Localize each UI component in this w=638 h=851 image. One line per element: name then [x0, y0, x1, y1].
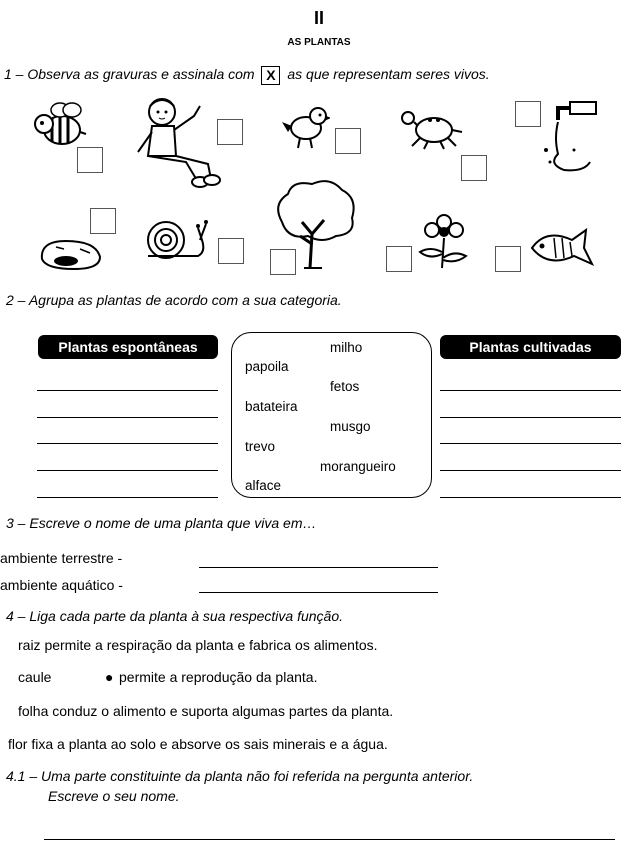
checkbox-stone[interactable]	[90, 208, 116, 234]
checkbox-faucet[interactable]	[515, 101, 541, 127]
faucet-drawing	[540, 98, 600, 178]
answer-line-right-5[interactable]	[440, 497, 621, 498]
checkbox-bird[interactable]	[335, 128, 361, 154]
matching-row-reproducao: permite a reprodução da planta.	[119, 669, 318, 685]
word-item: fetos	[330, 379, 360, 394]
matching-row-caule: caule	[18, 669, 52, 685]
checkbox-snail[interactable]	[218, 238, 244, 264]
boy-drawing	[132, 92, 222, 190]
aquatic-answer-line[interactable]	[199, 592, 438, 593]
answer-line-left-1[interactable]	[37, 390, 218, 391]
answer-line-right-2[interactable]	[440, 417, 621, 418]
checkbox-tree[interactable]	[270, 249, 296, 275]
word-item: milho	[330, 340, 363, 355]
fish-drawing	[526, 224, 598, 270]
checkbox-flower[interactable]	[386, 246, 412, 272]
checkbox-bee[interactable]	[77, 147, 103, 173]
answer-line-left-2[interactable]	[37, 417, 218, 418]
x-mark-box: X	[261, 66, 280, 85]
answer-line-right-3[interactable]	[440, 443, 621, 444]
terrestrial-label: ambiente terrestre -	[0, 550, 123, 566]
stone-drawing	[36, 235, 106, 273]
bullet-dot[interactable]: ●	[105, 669, 114, 685]
label-spontaneous-plants: Plantas espontâneas	[38, 335, 218, 359]
question-4-1-line-1: 4.1 – Uma parte constituinte da planta não foi referida na pergunta anterior.	[6, 768, 474, 784]
question-4-text: 4 – Liga cada parte da planta à sua respectiva função.	[6, 608, 344, 624]
bird-drawing	[280, 100, 330, 152]
word-item: batateira	[245, 399, 298, 414]
crab-drawing	[400, 104, 464, 150]
checkbox-crab[interactable]	[461, 155, 487, 181]
question-1	[4, 66, 490, 85]
answer-line-right-1[interactable]	[440, 390, 621, 391]
checkbox-boy[interactable]	[217, 119, 243, 145]
question-2-text: 2 – Agrupa as plantas de acordo com a sua categoria.	[6, 292, 342, 308]
word-item: trevo	[245, 439, 276, 454]
section-subtitle: AS PLANTAS	[287, 37, 351, 48]
word-item: alface	[245, 478, 282, 493]
terrestrial-answer-line[interactable]	[199, 567, 438, 568]
word-item: musgo	[330, 419, 371, 434]
answer-line-right-4[interactable]	[440, 470, 621, 471]
answer-line-left-3[interactable]	[37, 443, 218, 444]
answer-line-left-4[interactable]	[37, 470, 218, 471]
aquatic-label: ambiente aquático -	[0, 577, 123, 593]
question-1-text-after: as que representam seres vivos.	[287, 66, 490, 83]
snail-drawing	[140, 212, 210, 272]
matching-row-folha: folha conduz o alimento e suporta algumas partes da planta.	[18, 703, 394, 719]
matching-row-raiz: raiz permite a respiração da planta e fabrica os alimentos.	[18, 637, 378, 653]
question-4-1-line-2: Escreve o seu nome.	[48, 788, 180, 804]
question-3-text: 3 – Escreve o nome de uma planta que viva em…	[6, 515, 317, 531]
word-item: papoila	[245, 359, 289, 374]
label-cultivated-plants: Plantas cultivadas	[440, 335, 621, 359]
question-1-text-before: 1 – Observa as gravuras e assinala com	[4, 66, 255, 83]
section-title: II	[313, 8, 324, 28]
checkbox-fish[interactable]	[495, 246, 521, 272]
question-4-1-answer-line[interactable]	[44, 839, 615, 840]
flower-drawing	[414, 212, 472, 270]
matching-row-flor: flor fixa a planta ao solo e absorve os sais minerais e a água.	[8, 736, 388, 752]
answer-line-left-5[interactable]	[37, 497, 218, 498]
word-item: morangueiro	[320, 459, 396, 474]
